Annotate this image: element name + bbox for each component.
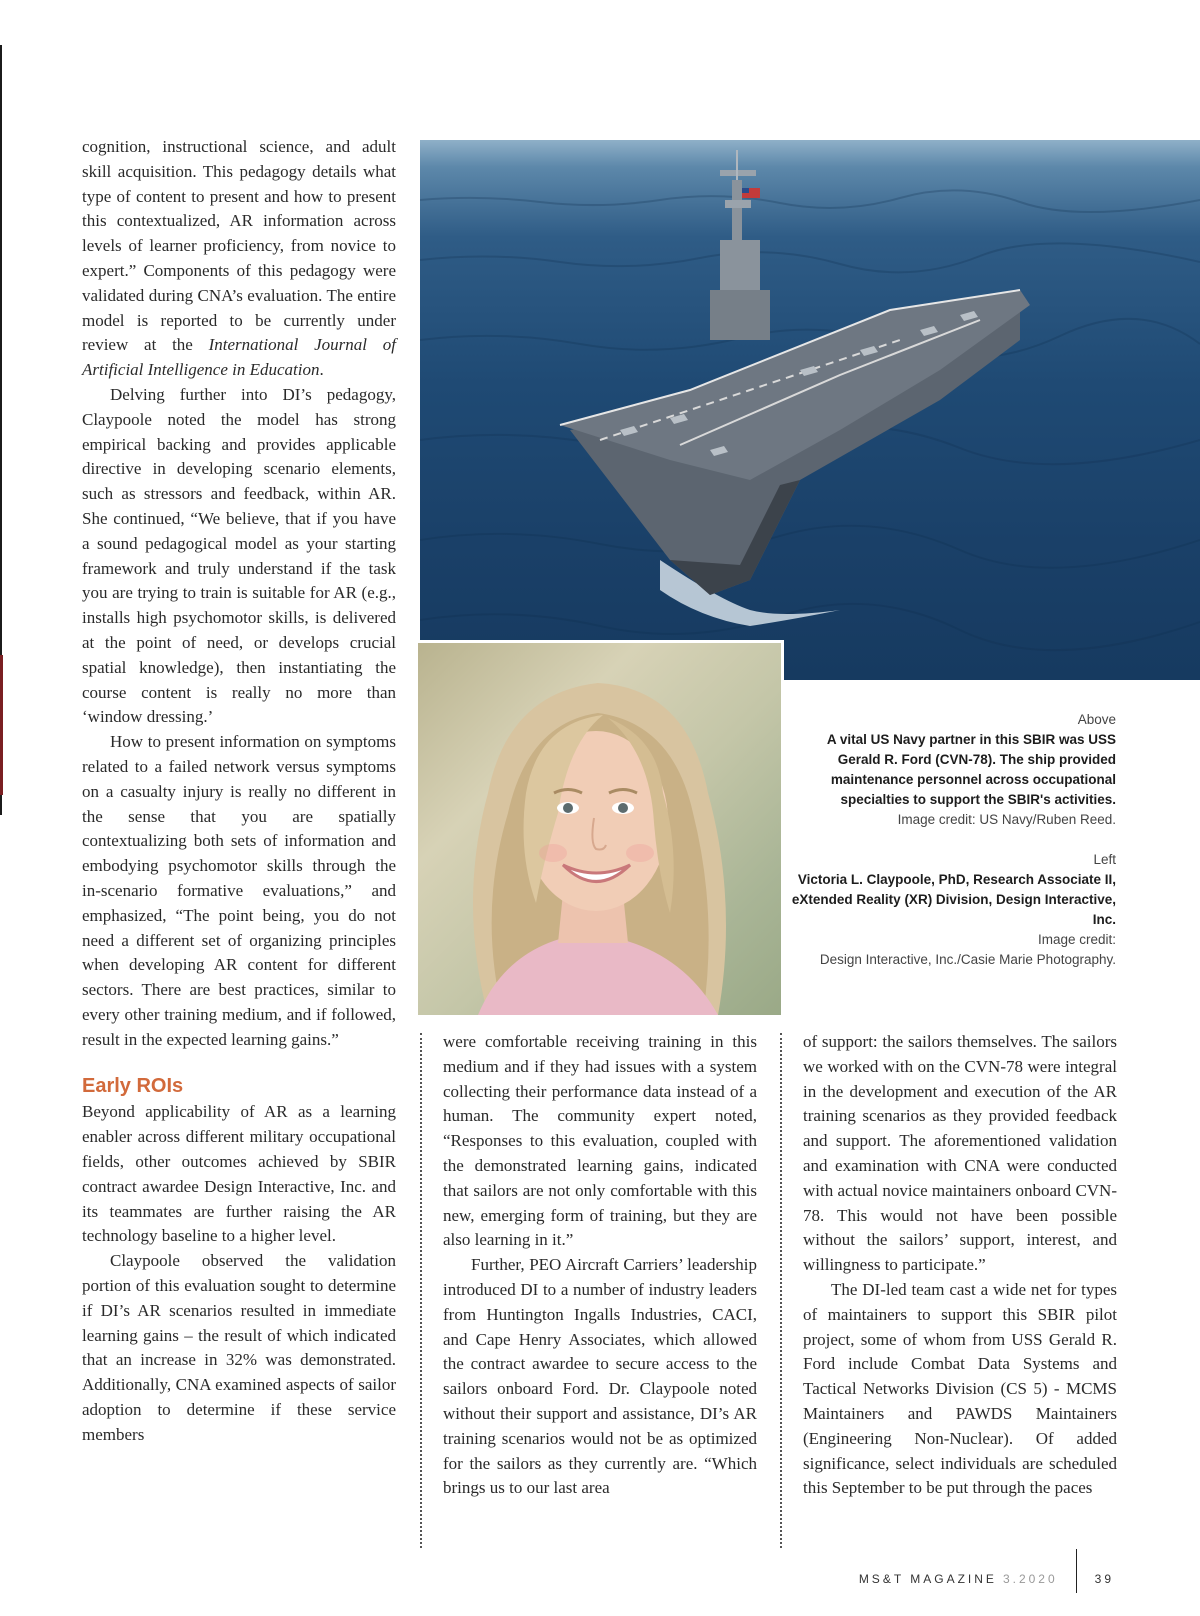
column-divider-1 [420,1033,422,1548]
paragraph-left-1-text: cognition, instructional science, and adult skill acquisition. This pedagogy details what type of content to present and how to present this contextualized, AR information across levels of learner proficiency, from novice to expert.” Components of this pedagogy were validated during CNA’s evaluation. The entire model is reported to be currently under review at the [82,137,396,355]
paragraph-right-1: of support: the sailors themselves. The sailors we worked with on the CVN-78 were integral in the development and execution of the AR training scenarios as they provided feedback and support. The aforementioned validation and examination with CNA were conducted with actual novice maintainers onboard CVN-78. This would not have been possible without the sailors’ support, interest, and willingness to participate.” [803,1032,1117,1275]
aircraft-carrier-illustration [420,140,1200,680]
aircraft-carrier-photo [420,140,1200,680]
paragraph-left-1-end: . [319,360,324,380]
footer-page-number: 39 [1094,1572,1114,1586]
footer-issue: 3.2020 [1002,1572,1058,1586]
section-heading-early-rois: Early ROIs [82,1075,184,1098]
article-column-right [803,1030,1117,1501]
caption-above [786,710,1116,830]
page-footer [859,1568,1114,1590]
caption-left-credit-source: Design Interactive, Inc./Casie Marie Photography. [819,952,1116,967]
portrait-illustration [418,643,781,1015]
caption-left-credit-label: Image credit: [1037,932,1116,947]
portrait-photo [418,640,784,1015]
article-column-left [82,135,396,1448]
column-divider-2 [780,1033,782,1548]
caption-left-text: Victoria L. Claypoole, PhD, Research Associate II, eXtended Reality (XR) Division, Design Interactive, Inc. [791,872,1116,927]
caption-left-direction: Left [1093,852,1116,867]
page-edge-accent [0,655,3,795]
footer-magazine-name: MS&T MAGAZINE [858,1572,997,1586]
paragraph-middle-1: were comfortable receiving training in this medium and if they had issues with a system collecting their performance data instead of a human. The community expert noted, “Responses to this evaluation, coupled with the demonstrated learning gains, indicated that sailors are not only comfortable with this new, emerging form of training, but they are also learning in it.” [443,1032,757,1250]
paragraph-left-3: How to present information on symptoms related to a failed network versus symptoms on a casualty injury is really no different in the sense that you are spatially contextualizing both sets of information and embodying psychomotor skills through the in-scenario formative evaluations,” and emphasized, “The point being, you do not need a different set of organizing principles when developing AR content for different sectors. There are best practices, similar to every other training medium, and if followed, result in the expected learning gains.” [82,732,396,1049]
paragraph-right-2: The DI-led team cast a wide net for types of maintainers to support this SBIR pilot project, some of whom from USS Gerald R. Ford include Combat Data Systems and Tactical Networks Division (CS 5) - MCMS Maintainers and PAWDS Maintainers (Engineering Non-Nuclear). Of added significance, select individuals are scheduled this September to be put through the paces [803,1279,1117,1498]
caption-above-direction: Above [1077,712,1116,727]
caption-left [786,850,1116,970]
journal-title: International Journal of Artificial Intelligence in Education [82,335,396,380]
caption-above-text: A vital US Navy partner in this SBIR was USS Gerald R. Ford (CVN-78). The ship provided maintenance personnel across occupational specialties to support the SBIR's activities. [826,732,1116,807]
paragraph-middle-2: Further, PEO Aircraft Carriers’ leadership introduced DI to a number of industry leaders from Huntington Ingalls Industries, CACI, and Cape Henry Associates, which allowed the contract awardee to secure access to the sailors onboard Ford. Dr. Claypoole noted without their support and assistance, DI’s AR training scenarios would not be as optimized for the sailors as they currently are. “Which brings us to our last area [443,1255,757,1498]
footer-divider [1076,1549,1077,1593]
paragraph-left-2: Delving further into DI’s pedagogy, Claypoole noted the model has strong empirical backing and provides applicable directive in developing scenario elements, such as stressors and feedback, within AR. She continued, “We believe, that if you have a sound pedagogical model as your starting framework and truly understand if the task you are trying to train is suitable for AR (e.g., installs high psychomotor skills, is delivered at the point of need, or develops crucial spatial knowledge), then instantiating the course content is really no more than ‘window dressing.’ [82,384,396,727]
article-column-middle [443,1030,757,1501]
paragraph-left-5: Claypoole observed the validation portion of this evaluation sought to determine if DI’s AR scenarios resulted in immediate learning gains – the result of which indicated that an increase in 32% was demonstrated. Additionally, CNA examined aspects of sailor adoption to determine if these service members [82,1251,396,1444]
caption-above-credit: Image credit: US Navy/Ruben Reed. [897,812,1116,827]
paragraph-left-1 [82,135,396,383]
paragraph-left-4: Beyond applicability of AR as a learning enabler across different military occupational fields, other outcomes achieved by SBIR contract awardee Design Interactive, Inc. and its teammates are further raising the AR technology baseline to a higher level. [82,1102,396,1246]
